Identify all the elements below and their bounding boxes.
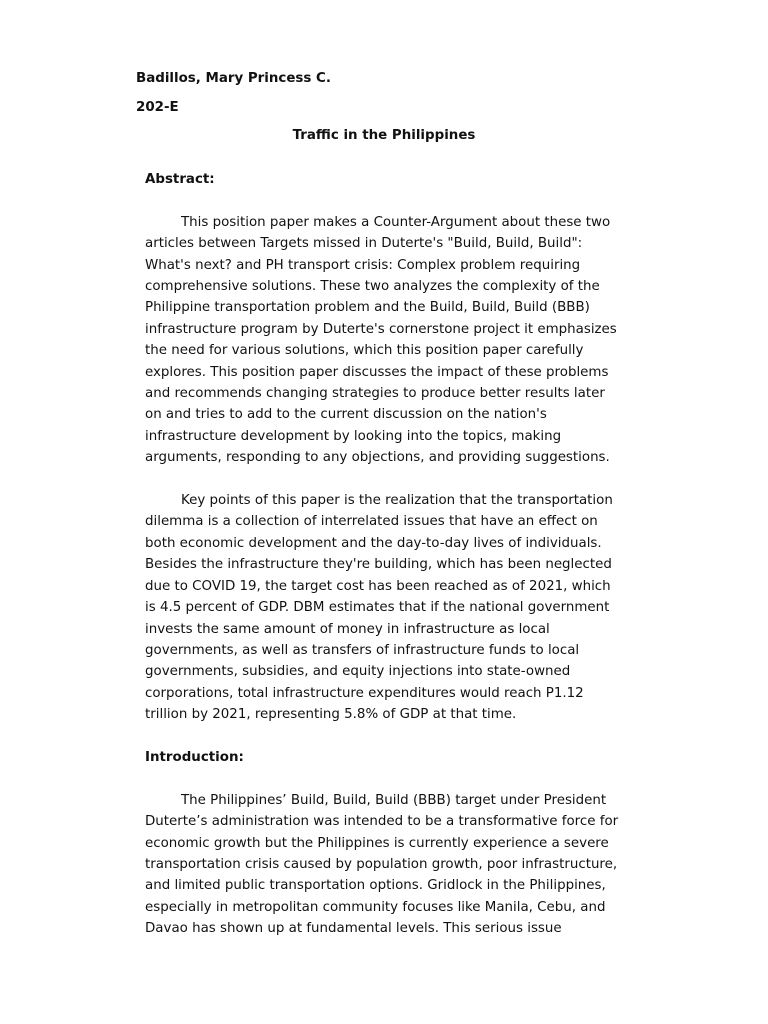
text-line: and recommends changing strategies to produce better results later [145, 386, 605, 402]
abstract-paragraph-2 [145, 490, 685, 725]
text-line: comprehensive solutions. These two analyzes the complexity of the [145, 279, 600, 295]
text-line: Duterte’s administration was intended to be a transformative force for [145, 814, 619, 830]
text-line: governments, as well as transfers of infrastructure funds to local [145, 642, 580, 658]
text-line: articles between Targets missed in Duterte's "Build, Build, Build": [145, 236, 583, 252]
text-line: due to COVID 19, the target cost has been reached as of 2021, which [145, 578, 611, 594]
text-line: arguments, responding to any objections, and providing suggestions. [145, 450, 610, 466]
text-line: trillion by 2021, representing 5.8% of GDP at that time. [145, 707, 517, 723]
text-line: This position paper makes a Counter-Argument about these two [181, 214, 611, 230]
text-line: Besides the infrastructure they're building, which has been neglected [145, 557, 612, 573]
text-line: economic growth but the Philippines is currently experience a severe [145, 835, 609, 851]
text-line: governments, subsidies, and equity injections into state-owned [145, 664, 571, 680]
introduction-paragraph-1 [145, 790, 685, 940]
text-line: infrastructure development by looking into the topics, making [145, 428, 562, 444]
abstract-heading: Abstract: [145, 172, 215, 187]
text-line: Key points of this paper is the realization that the transportation [181, 493, 613, 509]
text-line: What's next? and PH transport crisis: Complex problem requiring [145, 257, 581, 273]
text-line: both economic development and the day-to-day lives of individuals. [145, 535, 602, 551]
text-line: infrastructure program by Duterte's cornerstone project it emphasizes [145, 321, 617, 337]
section-code: 202-E [136, 100, 179, 115]
text-line: Davao has shown up at fundamental levels. This serious issue [145, 921, 562, 937]
text-line: and limited public transportation options. Gridlock in the Philippines, [145, 878, 606, 894]
text-line: Philippine transportation problem and the Build, Build, Build (BBB) [145, 300, 590, 316]
text-line: explores. This position paper discusses the impact of these problems [145, 364, 609, 380]
text-line: is 4.5 percent of GDP. DBM estimates that if the national government [145, 600, 610, 616]
text-line: The Philippines’ Build, Build, Build (BBB) target under President [181, 792, 607, 808]
text-line: invests the same amount of money in infrastructure as local [145, 621, 550, 637]
abstract-paragraph-1 [145, 212, 685, 469]
text-line: especially in metropolitan community focuses like Manila, Cebu, and [145, 899, 606, 915]
text-line: transportation crisis caused by population growth, poor infrastructure, [145, 856, 618, 872]
introduction-heading: Introduction: [145, 749, 244, 765]
text-line: corporations, total infrastructure expenditures would reach P1.12 [145, 685, 584, 701]
document-title: Traffic in the Philippines [292, 128, 476, 143]
document-body [145, 169, 685, 940]
text-line: on and tries to add to the current discussion on the nation's [145, 407, 547, 423]
author-name: Badillos, Mary Princess C. [136, 71, 331, 86]
text-line: dilemma is a collection of interrelated issues that have an effect on [145, 514, 598, 530]
text-line: the need for various solutions, which this position paper carefully [145, 343, 584, 359]
